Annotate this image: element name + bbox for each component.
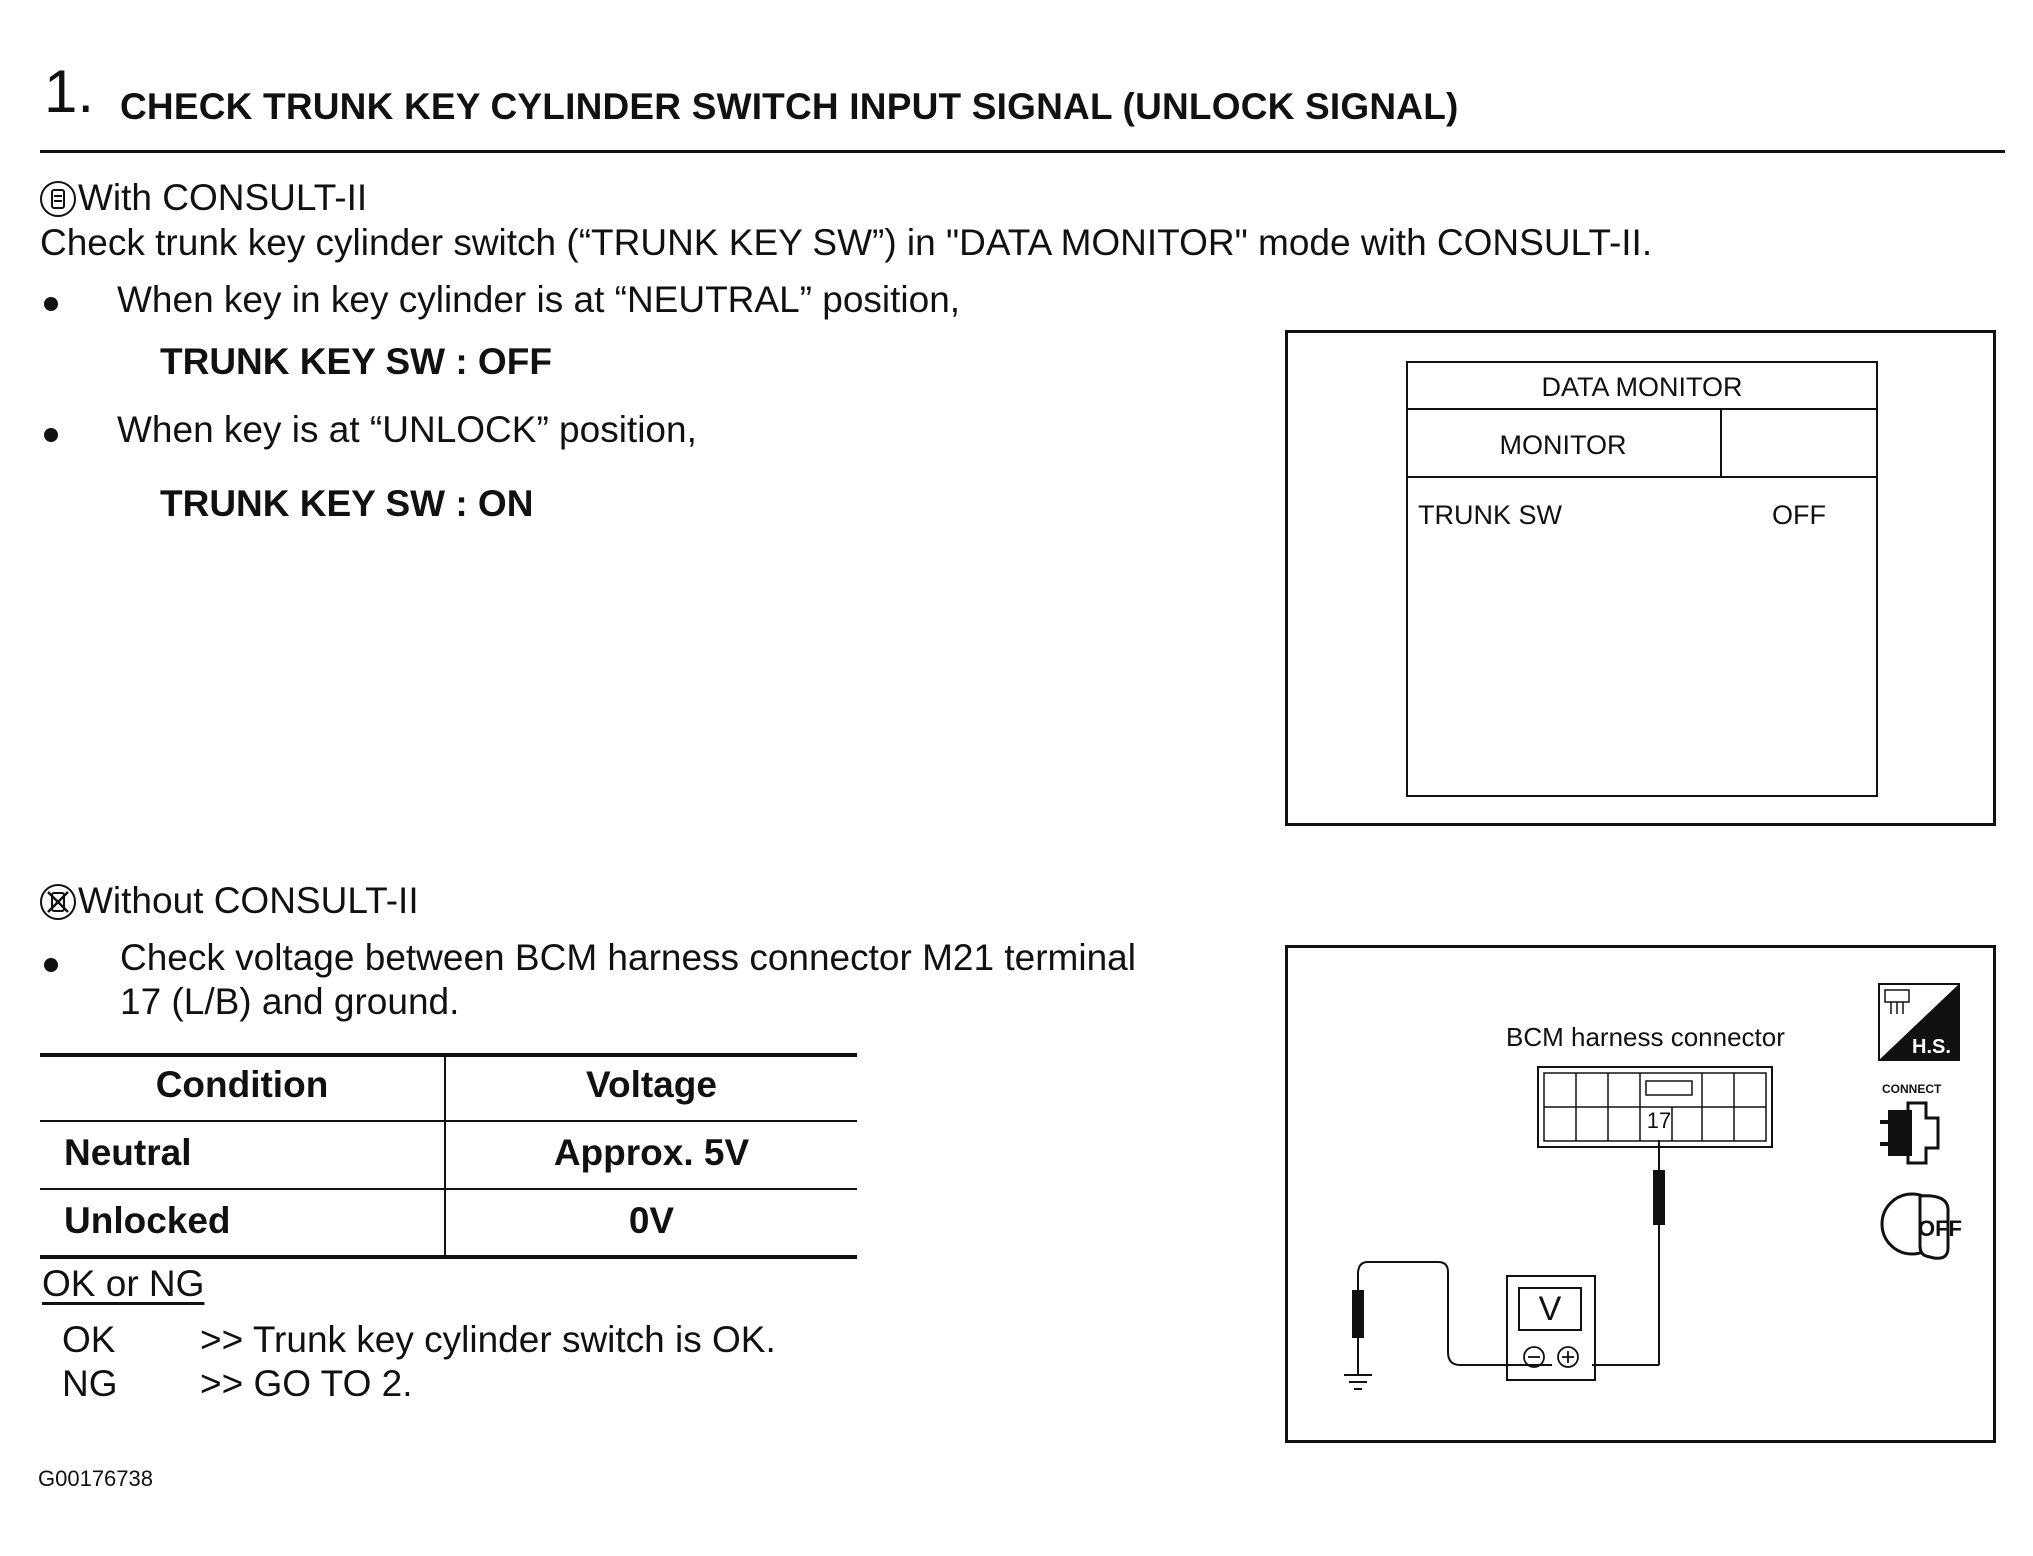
table-rule [40, 1120, 857, 1122]
connect-label: CONNECT [1882, 1082, 1942, 1096]
divider [1720, 408, 1722, 478]
title-rule [40, 150, 2005, 153]
ok-text: >> Trunk key cylinder switch is OK. [200, 1319, 776, 1360]
ignition-off-label: OFF [1918, 1216, 1962, 1241]
table-header-voltage: Voltage [586, 1064, 717, 1105]
table-header-condition: Condition [155, 1064, 329, 1105]
with-consult-heading-text: With CONSULT-II [78, 177, 368, 218]
voltage-check-line2: 17 (L/B) and ground. [120, 981, 460, 1022]
bullet [44, 297, 58, 311]
step-number: 1. [44, 58, 95, 125]
table-cell-voltage: 0V [628, 1200, 675, 1241]
with-consult-instruction: Check trunk key cylinder switch (“TRUNK KEY SW”) in "DATA MONITOR" mode with CONSULT-II. [40, 222, 1653, 263]
monitor-column-header: MONITOR [1499, 430, 1627, 460]
unlock-condition-text: When key is at “UNLOCK” position, [117, 409, 697, 450]
figure-id: G00176738 [38, 1466, 153, 1491]
without-consult-heading-text: Without CONSULT-II [78, 880, 419, 921]
ok-ng-heading: OK or NG [42, 1263, 205, 1304]
hs-label: H.S. [1912, 1036, 1951, 1058]
consult-tool-icon [40, 181, 76, 217]
table-cell-voltage: Approx. 5V [553, 1132, 750, 1173]
divider [1406, 408, 1878, 410]
table-rule [40, 1188, 857, 1190]
connect-icon [1878, 1098, 1958, 1168]
neutral-result-text: TRUNK KEY SW : OFF [160, 341, 552, 382]
table-rule-top [40, 1053, 857, 1057]
trunk-sw-label: TRUNK SW [1418, 500, 1562, 530]
table-cell-condition: Neutral [64, 1132, 192, 1173]
bullet [44, 428, 58, 442]
voltmeter-display: V [1518, 1287, 1582, 1331]
without-consult-heading [40, 879, 419, 923]
divider [1406, 476, 1878, 478]
trunk-sw-value: OFF [1772, 500, 1826, 530]
data-monitor-title: DATA MONITOR [1541, 372, 1743, 402]
terminal-label: 17 [1646, 1108, 1672, 1133]
bcm-connector-title: BCM harness connector [1506, 1022, 1785, 1052]
bullet [44, 958, 58, 972]
probe-wiring [1330, 1140, 1680, 1400]
voltage-check-line1: Check voltage between BCM harness connector M21 terminal [120, 937, 1136, 978]
page-title: CHECK TRUNK KEY CYLINDER SWITCH INPUT SIGNAL (UNLOCK SIGNAL) [120, 86, 1459, 127]
no-consult-icon [40, 884, 76, 920]
voltmeter-terminals [1506, 1340, 1596, 1374]
table-cell-condition: Unlocked [64, 1200, 231, 1241]
ng-text: >> GO TO 2. [200, 1363, 413, 1404]
ng-label: NG [62, 1363, 118, 1404]
neutral-condition-text: When key in key cylinder is at “NEUTRAL” position, [117, 279, 961, 320]
unlock-result-text: TRUNK KEY SW : ON [160, 483, 534, 524]
ok-label: OK [62, 1319, 116, 1360]
data-monitor-screen [1406, 361, 1878, 797]
table-rule-bottom [40, 1255, 857, 1259]
with-consult-heading [40, 176, 367, 220]
